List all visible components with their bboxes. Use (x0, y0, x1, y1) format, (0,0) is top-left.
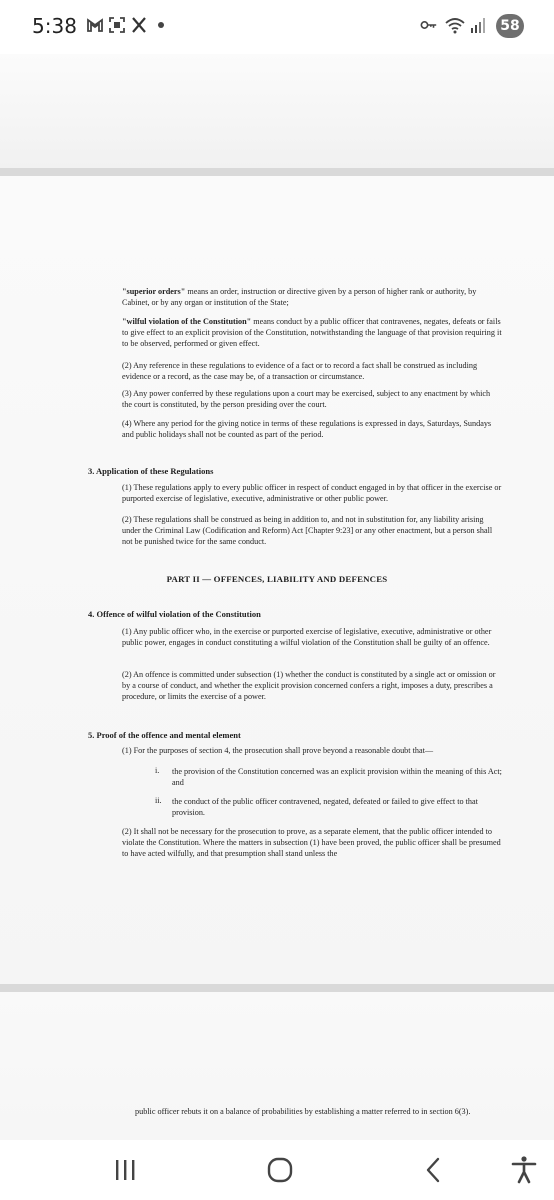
status-time: 5:38 (32, 14, 77, 38)
navigation-bar (0, 1140, 554, 1200)
back-icon[interactable] (416, 1152, 452, 1188)
accessibility-icon[interactable] (506, 1152, 542, 1188)
subsection-5-2: (2) It shall not be necessary for the prosecution to prove, as a separate element, that the public officer intended to violate the Constitution. Where the matters in subsection (1) have been proved, the public officer shall be presumed to have acted wilfully, and that presumption shall stand unless the (122, 827, 501, 858)
subsection-2-3: (3) Any power conferred by these regulations upon a court may be exercised, subject to any enactment by which the court is constituted, by the person presiding over the court. (122, 389, 491, 409)
part-2-heading: PART II — OFFENCES, LIABILITY AND DEFENCES (166, 574, 388, 584)
subsection-4-1: (1) Any public officer who, in the exercise or purported exercise of legislative, executive, administrative or other public power, engages in conduct constituting a wilful violation of the Constitution shall be guilty of an offence. (122, 627, 492, 647)
item-number: i. (155, 766, 160, 775)
definition-term: "superior orders" (122, 287, 186, 296)
definition-wilful-violation (122, 316, 502, 349)
definition-term: "wilful violation of the Constitution" (122, 317, 252, 326)
home-icon[interactable] (262, 1152, 298, 1188)
subsection-5-1: (1) For the purposes of section 4, the prosecution shall prove beyond a reasonable doubt that— (122, 746, 434, 755)
definition-superior-orders (122, 286, 502, 308)
definition-text: means an order, instruction or directive given by a person of higher rank or authority, by Cabinet, or by any organ or institution of the State; (122, 287, 477, 307)
subsection-2-4: (4) Where any period for the giving notice in terms of these regulations is expressed in days, Saturdays, Sundays and public holidays shall not be counted as part of the period. (122, 419, 492, 439)
battery-badge: 58 (496, 14, 524, 38)
item-text: the conduct of the public officer contravened, negated, defeated or failed to give effect to that provision. (172, 797, 478, 817)
definition-text: means conduct by a public officer that contravenes, negates, defeats or fails to give effect to an explicit provision of the Constitution, notwithstanding the language of that provision requiring it to be observed, performed or given effect. (122, 317, 502, 348)
item-number: ii. (155, 796, 162, 805)
subsection-3-1: (1) These regulations apply to every public officer in respect of conduct engaged in by that officer in the exercise or purported exercise of legislative, executive, administrative or other public power. (122, 483, 502, 503)
section-5-title: 5. Proof of the offence and mental element (88, 730, 241, 740)
recent-apps-icon[interactable] (107, 1152, 143, 1188)
item-text: the provision of the Constitution concerned was an explicit provision within the meaning of this Act; and (172, 767, 502, 787)
subsection-2-2: (2) Any reference in these regulations to evidence of a fact or to record a fact shall be construed as including evidence or a record, as the case may be, of a transaction or circumstance. (122, 361, 478, 381)
section-3-title: 3. Application of these Regulations (88, 466, 214, 476)
subsection-3-2: (2) These regulations shall be construed as being in addition to, and not in substitution for, any liability arising under the Criminal Law (Codification and Reform) Act [Chapter 9:23] or any other enactment, but a person shall not be punished twice for the same conduct. (122, 515, 493, 546)
continued-text: public officer rebuts it on a balance of probabilities by establishing a matter referred to in section 6(3). (135, 1107, 471, 1116)
subsection-4-2: (2) An offence is committed under subsection (1) whether the conduct is constituted by a single act or omission or by a course of conduct, and whether the explicit provision concerned confers a right, imposes a duty, prescribes a procedure, or limits the exercise of a power. (122, 670, 496, 701)
section-4-title: 4. Offence of wilful violation of the Constitution (88, 609, 261, 619)
